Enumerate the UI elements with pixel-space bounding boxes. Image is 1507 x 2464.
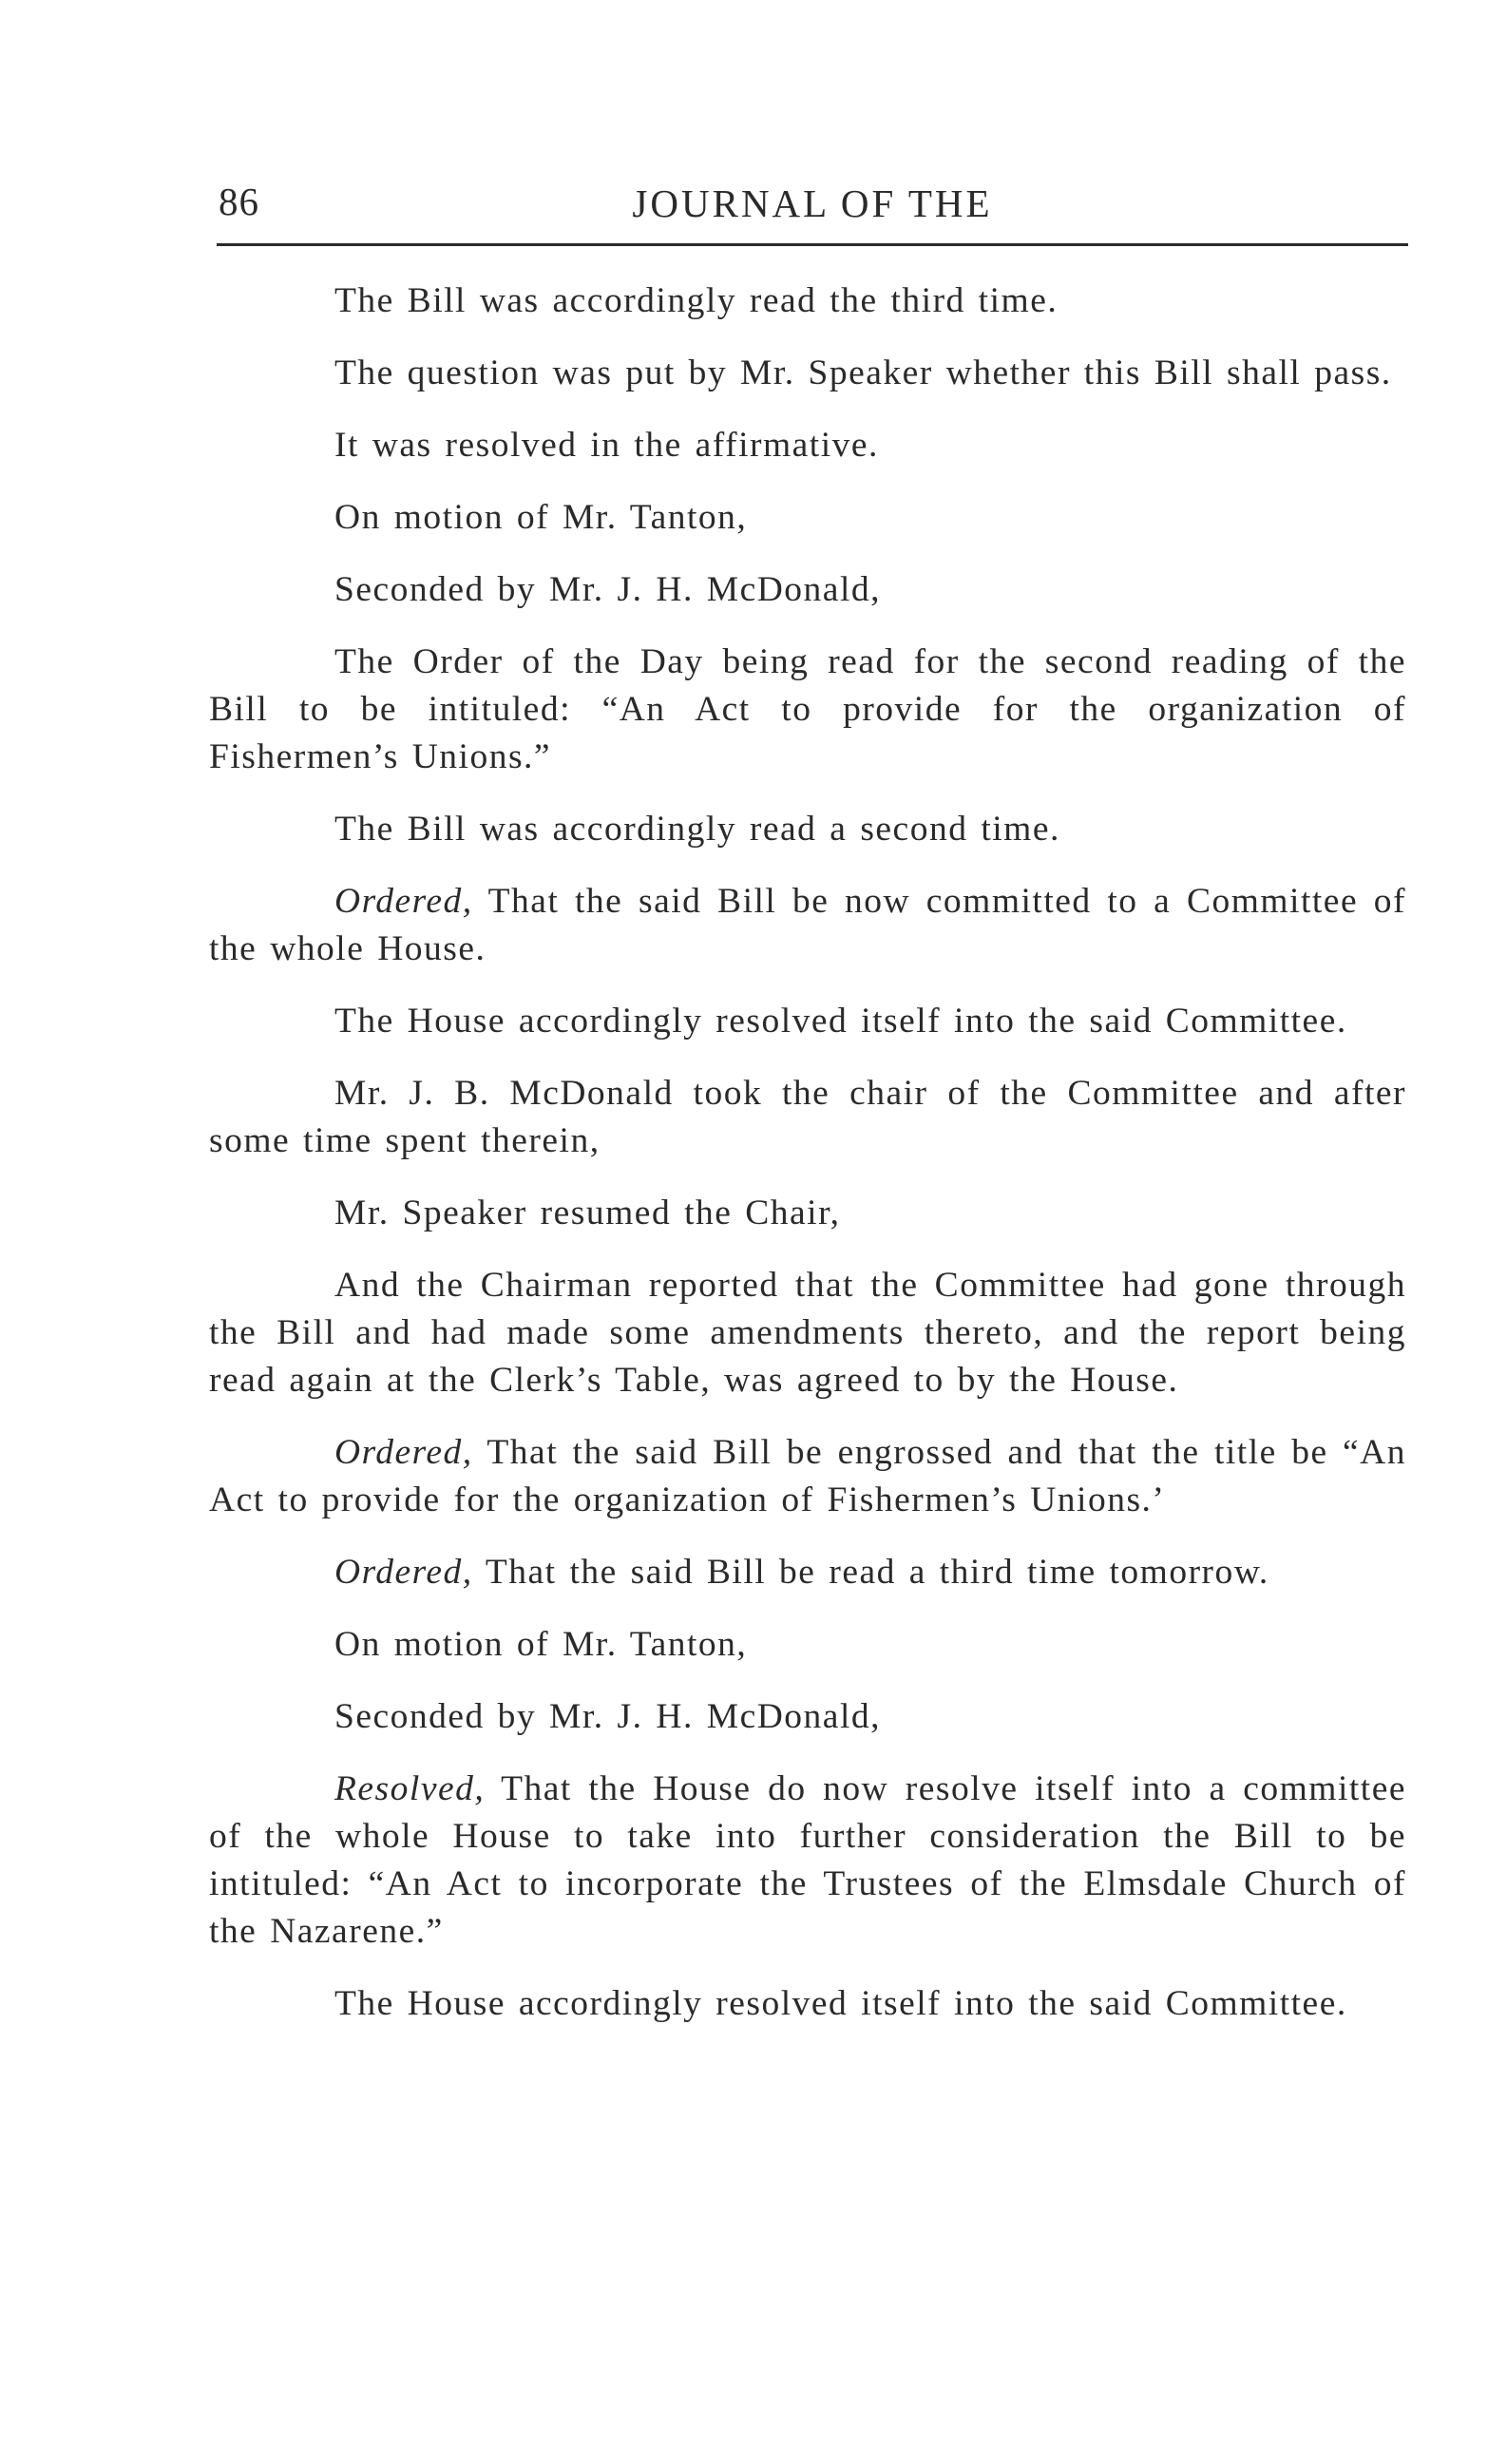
paragraph bbox=[209, 1766, 1406, 1956]
paragraph-text: That the said Bill be read a third time tomorrow. bbox=[472, 1553, 1269, 1592]
paragraph-text: Mr. J. B. McDonald took the chair of the Committee and after some time spent therein, bbox=[209, 1074, 1406, 1160]
paragraph bbox=[209, 1693, 1406, 1741]
paragraph bbox=[209, 806, 1406, 853]
paragraph bbox=[209, 998, 1406, 1045]
paragraph bbox=[209, 1621, 1406, 1669]
paragraph-text: Mr. Speaker resumed the Chair, bbox=[334, 1194, 841, 1232]
paragraph-text: On motion of Mr. Tanton, bbox=[334, 1625, 748, 1664]
paragraph bbox=[209, 277, 1406, 325]
paragraph bbox=[209, 639, 1406, 781]
paragraph-text: Seconded by Mr. J. H. McDonald, bbox=[334, 570, 881, 609]
paragraph-text: On motion of Mr. Tanton, bbox=[334, 498, 748, 537]
journal-body bbox=[209, 277, 1406, 2053]
paragraph-lead: Ordered, bbox=[334, 882, 473, 921]
paragraph-lead: Ordered, bbox=[334, 1553, 473, 1592]
paragraph bbox=[209, 494, 1406, 542]
paragraph-text: The House accordingly resolved itself into the said Committee. bbox=[334, 1984, 1347, 2023]
page-header bbox=[217, 171, 1408, 246]
paragraph bbox=[209, 422, 1406, 469]
paragraph-text: That the House do now resolve itself into a committee of the whole House to take into further consideration the Bill to be intituled: “An Act to incorporate the Trustees of the Elmsdale Church of the Nazarene.” bbox=[209, 1769, 1406, 1951]
running-title: JOURNAL OF THE bbox=[632, 181, 993, 225]
paragraph bbox=[209, 566, 1406, 614]
paragraph bbox=[209, 1980, 1406, 2028]
paragraph-lead: Resolved, bbox=[334, 1769, 486, 1808]
paragraph-text: The House accordingly resolved itself into the said Committee. bbox=[334, 1002, 1347, 1041]
paragraph-text: The question was put by Mr. Speaker whether this Bill shall pass. bbox=[334, 353, 1392, 392]
paragraph bbox=[209, 1429, 1406, 1524]
paragraph-text: The Bill was accordingly read the third time. bbox=[334, 281, 1059, 320]
paragraph-text: Seconded by Mr. J. H. McDonald, bbox=[334, 1697, 881, 1736]
paragraph bbox=[209, 1262, 1406, 1404]
paragraph bbox=[209, 350, 1406, 397]
paragraph bbox=[209, 1549, 1406, 1596]
paragraph-text: And the Chairman reported that the Committee had gone through the Bill and had made some amendments thereto, and the report being read again at the Clerk’s Table, was agreed to by the House. bbox=[209, 1266, 1406, 1400]
paragraph bbox=[209, 1190, 1406, 1237]
paragraph-lead: Ordered, bbox=[334, 1433, 473, 1472]
paragraph-text: That the said Bill be now committed to a Committee of the whole House. bbox=[209, 882, 1406, 968]
paragraph-text: The Order of the Day being read for the second reading of the Bill to be intituled: “An Act to provide for the organization of Fishermen’s Unions.” bbox=[209, 642, 1406, 776]
paragraph-text: That the said Bill be engrossed and that the title be “An Act to provide for the organization of Fishermen’s Unions.’ bbox=[209, 1433, 1406, 1519]
page-number: 86 bbox=[219, 180, 259, 223]
paragraph-text: It was resolved in the affirmative. bbox=[334, 426, 879, 465]
paragraph-text: The Bill was accordingly read a second time. bbox=[334, 810, 1060, 849]
paragraph bbox=[209, 1070, 1406, 1165]
paragraph bbox=[209, 878, 1406, 973]
